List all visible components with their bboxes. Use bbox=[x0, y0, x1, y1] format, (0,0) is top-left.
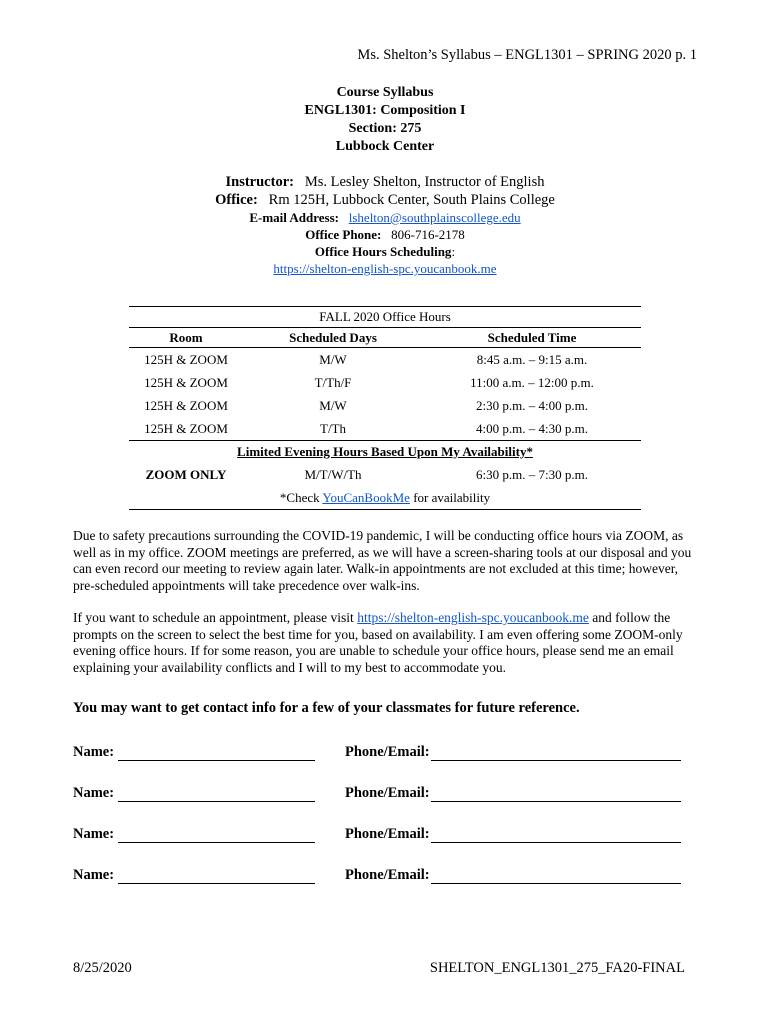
classmate-contact-row bbox=[73, 826, 693, 848]
youcanbookme-link[interactable]: YouCanBookMe bbox=[322, 490, 410, 505]
covid-paragraph: Due to safety precautions surrounding the COVID-19 pandemic, I will be conducting office hours via ZOOM, as well as in my office. ZOOM meetings are preferred, as we will have a screen-sharing tools at our disposal and you can even record our meeting to review again later. Walk-in appointments are not excluded at this time; however, pre-scheduled appointments will take precedence over walk-ins. bbox=[73, 528, 692, 593]
table-bottom-rule bbox=[129, 509, 641, 510]
footer-document-id: SHELTON_ENGL1301_275_FA20-FINAL bbox=[429, 960, 685, 976]
phone-email-label: Phone/Email: bbox=[345, 744, 430, 760]
campus-name: Lubbock Center bbox=[335, 139, 435, 154]
table-row bbox=[129, 417, 641, 440]
scheduling-line bbox=[0, 243, 770, 260]
section-number: Section: 275 bbox=[348, 121, 422, 136]
availability-note-prefix: *Check bbox=[279, 490, 323, 505]
email-label: E-mail Address: bbox=[249, 210, 339, 225]
name-blank[interactable] bbox=[118, 883, 315, 884]
days-cell: M/W bbox=[319, 351, 347, 367]
phone-email-blank[interactable] bbox=[431, 883, 681, 884]
table-row bbox=[129, 394, 641, 417]
scheduling-url-line bbox=[0, 260, 770, 277]
phone-email-blank[interactable] bbox=[431, 760, 681, 761]
phone-email-blank[interactable] bbox=[431, 801, 681, 802]
evening-hours-heading: Limited Evening Hours Based Upon My Availability* bbox=[237, 444, 533, 459]
phone-email-label: Phone/Email: bbox=[345, 826, 430, 842]
instructor-line bbox=[0, 173, 770, 191]
name-label: Name: bbox=[73, 867, 115, 883]
days-cell: T/Th/F bbox=[314, 374, 352, 390]
office-hours-table bbox=[129, 306, 641, 510]
scheduling-link[interactable]: https://shelton-english-spc.youcanbook.me bbox=[273, 261, 497, 276]
phone-email-label: Phone/Email: bbox=[345, 785, 430, 801]
days-cell: T/Th bbox=[320, 420, 346, 436]
room-cell: ZOOM ONLY bbox=[145, 466, 227, 482]
scheduling-colon: : bbox=[451, 244, 456, 259]
column-header-days: Scheduled Days bbox=[289, 329, 377, 345]
table-caption: FALL 2020 Office Hours bbox=[319, 309, 451, 324]
table-row bbox=[129, 348, 641, 371]
classmate-contact-row bbox=[73, 867, 693, 889]
phone-label: Office Phone: bbox=[305, 227, 382, 242]
days-cell: M/W bbox=[319, 397, 347, 413]
time-cell: 11:00 a.m. – 12:00 p.m. bbox=[470, 374, 594, 390]
room-cell: 125H & ZOOM bbox=[144, 351, 228, 367]
name-label: Name: bbox=[73, 826, 115, 842]
name-label: Name: bbox=[73, 744, 115, 760]
table-row bbox=[129, 371, 641, 394]
contact-info-heading: You may want to get contact info for a few of your classmates for future reference. bbox=[73, 700, 580, 716]
schedule-paragraph bbox=[73, 610, 703, 676]
availability-note-suffix: for availability bbox=[409, 490, 491, 505]
room-cell: 125H & ZOOM bbox=[144, 397, 228, 413]
course-syllabus-title: Course Syllabus bbox=[336, 85, 434, 100]
schedule-prefix: If you want to schedule an appointment, please visit bbox=[73, 610, 358, 625]
room-cell: 125H & ZOOM bbox=[144, 374, 228, 390]
time-cell: 6:30 p.m. – 7:30 p.m. bbox=[476, 466, 588, 482]
time-cell: 4:00 p.m. – 4:30 p.m. bbox=[476, 420, 588, 436]
email-link[interactable]: lshelton@southplainscollege.edu bbox=[348, 210, 521, 225]
name-label: Name: bbox=[73, 785, 115, 801]
schedule-suffix: and follow the prompts on the screen to select the best time for you, based on availability. I am even offering some ZOOM-only evening office hours. If for some reason, you are unable to schedule your office hours, please send me an email explaining your availability conflicts and I will to my best to accommodate you. bbox=[73, 610, 683, 675]
phone-value: 806-716-2178 bbox=[391, 227, 465, 242]
name-blank[interactable] bbox=[118, 760, 315, 761]
office-label: Office: bbox=[215, 192, 258, 208]
office-value: Rm 125H, Lubbock Center, South Plains College bbox=[268, 192, 555, 208]
name-blank[interactable] bbox=[118, 842, 315, 843]
room-cell: 125H & ZOOM bbox=[144, 420, 228, 436]
phone-email-label: Phone/Email: bbox=[345, 867, 430, 883]
column-header-time: Scheduled Time bbox=[487, 329, 577, 345]
course-title-block bbox=[0, 84, 770, 156]
running-header: Ms. Shelton’s Syllabus – ENGL1301 – SPRING 2020 p. 1 bbox=[357, 47, 697, 63]
time-cell: 8:45 a.m. – 9:15 a.m. bbox=[476, 351, 588, 367]
availability-note bbox=[129, 486, 641, 509]
schedule-link[interactable]: https://shelton-english-spc.youcanbook.me bbox=[357, 610, 589, 625]
instructor-info bbox=[0, 173, 770, 277]
column-header-room: Room bbox=[169, 329, 203, 345]
table-header-row bbox=[129, 328, 641, 347]
days-cell: M/T/W/Th bbox=[304, 466, 362, 482]
classmate-contact-row bbox=[73, 785, 693, 807]
phone-email-blank[interactable] bbox=[431, 842, 681, 843]
instructor-value: Ms. Lesley Shelton, Instructor of English bbox=[304, 174, 545, 190]
table-row bbox=[129, 463, 641, 486]
course-name: ENGL1301: Composition I bbox=[304, 103, 466, 118]
name-blank[interactable] bbox=[118, 801, 315, 802]
phone-line bbox=[0, 226, 770, 243]
footer-date: 8/25/2020 bbox=[73, 960, 132, 976]
scheduling-label: Office Hours Scheduling bbox=[314, 244, 452, 259]
classmate-contact-row bbox=[73, 744, 693, 766]
instructor-label: Instructor: bbox=[225, 174, 294, 190]
time-cell: 2:30 p.m. – 4:00 p.m. bbox=[476, 397, 588, 413]
email-line bbox=[0, 209, 770, 226]
office-line bbox=[0, 191, 770, 209]
